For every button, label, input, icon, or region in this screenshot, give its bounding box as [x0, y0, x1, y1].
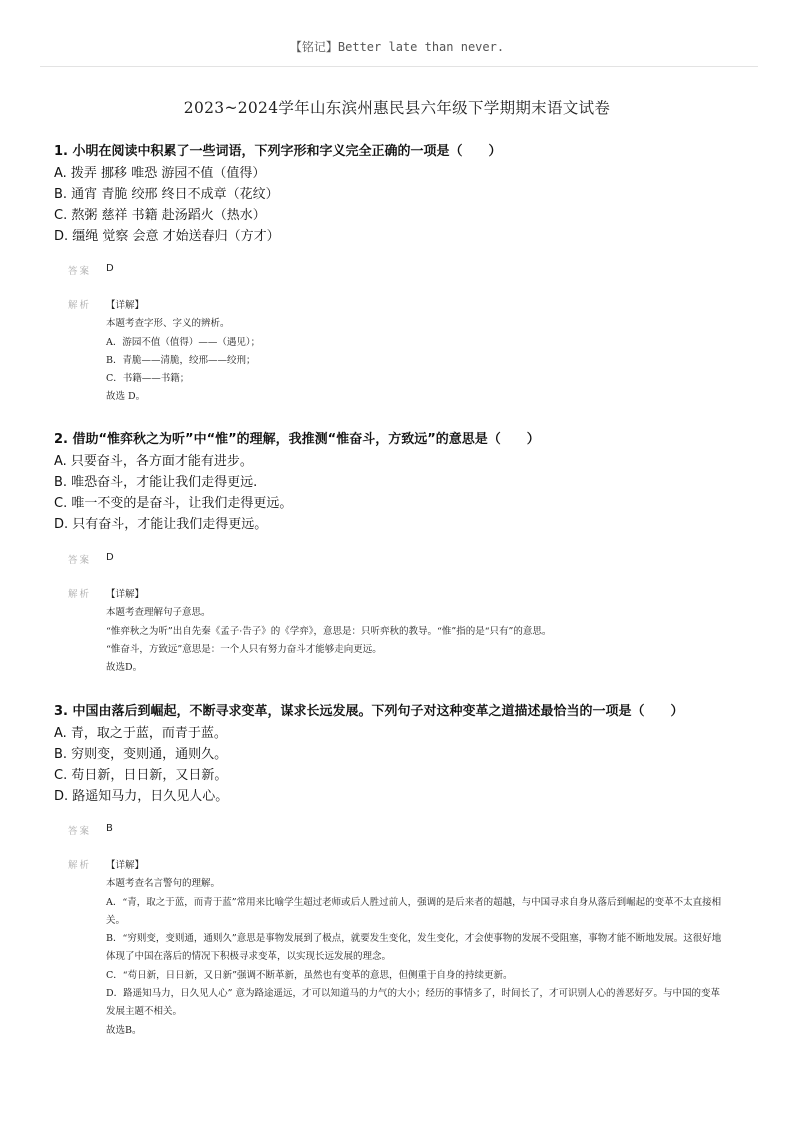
answer-label: 答案: [68, 826, 92, 837]
answer-row: [68, 263, 748, 281]
explanation-label: 解析: [68, 860, 92, 871]
option-b: B. 唯恐奋斗，才能让我们走得更远.: [54, 475, 258, 490]
explanation-row: [68, 857, 748, 1040]
header-divider: [40, 66, 758, 67]
explanation-line: 本题考查名言警句的理解。: [106, 878, 221, 890]
answer-row: [68, 552, 748, 570]
option-a: A. 只要奋斗，各方面才能有进步。: [54, 454, 253, 469]
option-b: B. 通宵 青脆 绞邢 终日不成章（花纹）: [54, 187, 279, 202]
explanation-row: [68, 297, 748, 407]
explanation-label: 解析: [68, 589, 92, 600]
question-1: [54, 141, 754, 247]
explanation-body: [106, 586, 748, 677]
option-d: D. 只有奋斗，才能让我们走得更远。: [54, 517, 268, 532]
explanation-label: 解析: [68, 300, 92, 311]
explanation-line: B．“穷则变，变则通，通则久”意思是事物发展到了极点，就要发生变化，发生变化，才会使事物的发展不受阻塞，事物才能不断地发展。这很好地体现了中国在落后的情况下积极寻求变革，以实现长远发展的理念。: [106, 933, 722, 963]
question-3: [54, 701, 754, 807]
header-motto: 【铭记】Better late than never.: [289, 40, 505, 54]
question-stem: 3. 中国由落后到崛起，不断寻求变革，谋求长远发展。下列句子对这种变革之道描述最恰当的一项是（ ）: [54, 704, 684, 719]
option-d: D. 路遥知马力，日久见人心。: [54, 789, 229, 804]
explanation-line: 【详解】: [106, 589, 145, 600]
explanation-row: [68, 586, 748, 677]
answer-row: [68, 823, 748, 841]
explanation-line: 本题考查字形、字义的辨析。: [106, 318, 230, 330]
option-a: A. 青，取之于蓝，而青于蓝。: [54, 726, 227, 741]
answer-label: 答案: [68, 555, 92, 566]
option-c: C. 熬粥 慈祥 书籍 赴汤蹈火（热水）: [54, 208, 266, 223]
explanation-line: 【详解】: [106, 860, 145, 871]
explanation-line: 故选B。: [106, 1024, 142, 1036]
answer-block-2: [68, 552, 748, 677]
question-stem: 2. 借助“惟弈秋之为听”中“惟”的理解，我推测“惟奋斗，方致远”的意思是（ ）: [54, 432, 540, 447]
option-c: C. 唯一不变的是奋斗，让我们走得更远。: [54, 496, 293, 511]
explanation-line: C．“苟日新，日日新，又日新”强调不断革新，虽然也有变革的意思，但侧重于自身的持续更新。: [106, 969, 513, 981]
explanation-line: A．“青，取之于蓝，而青于蓝”常用来比喻学生超过老师或后人胜过前人，强调的是后来者的超越，与中国寻求自身从落后到崛起的变革不太直接相关。: [106, 896, 722, 926]
explanation-line: C．书籍——书籍；: [106, 373, 190, 385]
option-a: A. 拨弄 挪移 唯恐 游园不值（值得）: [54, 166, 266, 181]
explanation-line: 本题考查理解句子意思。: [106, 607, 211, 619]
option-b: B. 穷则变，变则通，通则久。: [54, 747, 228, 762]
answer-label: 答案: [68, 266, 92, 277]
explanation-line: “惟弈秋之为听”出自先秦《孟子·告子》的《学弈》，意思是：只听弈秋的教导。“惟”指的是“只有”的意思。: [106, 625, 552, 637]
explanation-body: [106, 297, 748, 407]
explanation-line: B．青脆——清脆，绞邢——绞刑；: [106, 354, 256, 366]
explanation-line: 故选 D。: [106, 391, 146, 403]
answer-block-3: [68, 823, 748, 1040]
document-title: 2023~2024学年山东滨州惠民县六年级下学期期末语文试卷: [183, 99, 611, 117]
answer-value: D: [106, 263, 114, 274]
explanation-line: 故选D。: [106, 662, 143, 674]
explanation-line: “惟奋斗，方致远”意思是：一个人只有努力奋斗才能够走向更远。: [106, 643, 382, 655]
option-c: C. 苟日新，日日新，又日新。: [54, 768, 228, 783]
answer-value: B: [106, 823, 113, 834]
explanation-line: D．路遥知马力，日久见人心” 意为路途遥远，才可以知道马的力气的大小；经历的事情多了，时间长了，才可识别人心的善恶好歹。与中国的变革发展主题不相关。: [106, 988, 720, 1018]
answer-block-1: [68, 263, 748, 407]
option-d: D. 缰绳 觉察 会意 才始送春归（方才）: [54, 229, 280, 244]
question-stem: 1. 小明在阅读中积累了一些词语，下列字形和字义完全正确的一项是（ ）: [54, 144, 502, 159]
answer-value: D: [106, 552, 114, 563]
explanation-line: A．游园不值（值得）——（遇见）；: [106, 336, 261, 348]
explanation-line: 【详解】: [106, 300, 145, 311]
explanation-body: [106, 857, 748, 1040]
question-2: [54, 429, 754, 535]
